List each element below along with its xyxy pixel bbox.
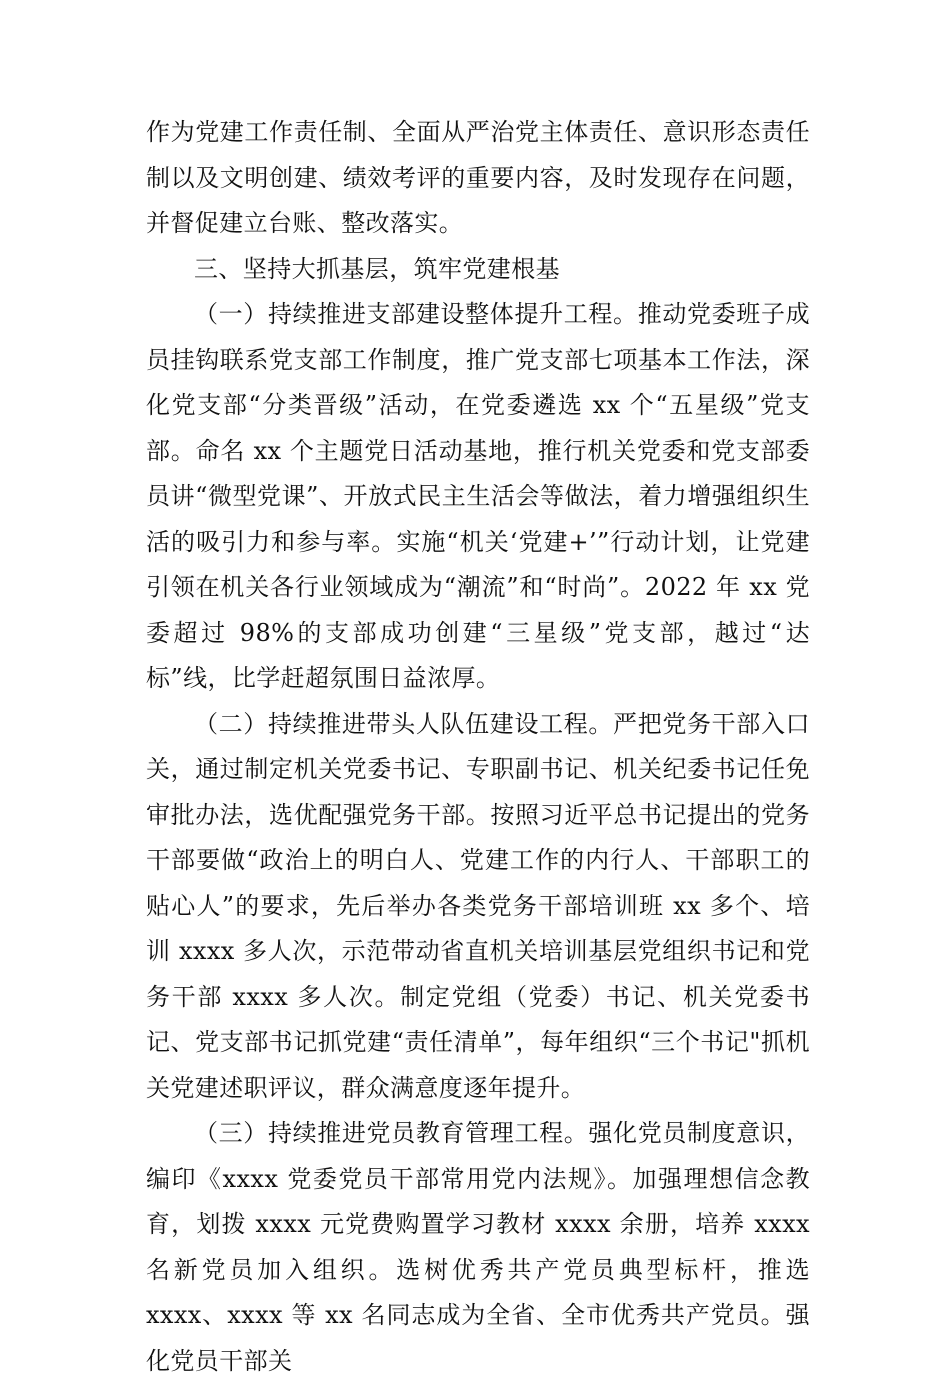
paragraph-subsection-1: （一）持续推进支部建设整体提升工程。推动党委班子成员挂钩联系党支部工作制度，推广党支部七项基本工作法，深化党支部“分类晋级”活动，在党委遴选 xx 个“五星级”党支部。命名 xx 个主题党日活动基地，推行机关党委和党支部委员讲“微型党课”、开放式民主生活会等做法，着力增强组织生活的吸引力和参与率。实施“机关‘党建+’”行动计划，让党建引领在机关各行业领域成为“潮流”和“时尚”。2022 年 xx 党委超过 98%的支部成功创建“三星级”党支部，越过“达标”线，比学赶超氛围日益浓厚。 — [146, 300, 810, 692]
paragraph-subsection-2: （二）持续推进带头人队伍建设工程。严把党务干部入口关，通过制定机关党委书记、专职副书记、机关纪委书记任免审批办法，选优配强党务干部。按照习近平总书记提出的党务干部要做“政治上的明白人、党建工作的内行人、干部职工的贴心人”的要求，先后举办各类党务干部培训班 xx 多个、培训 xxxx 多人次，示范带动省直机关培训基层党组织书记和党务干部 xxxx 多人次。制定党组（党委）书记、机关党委书记、党支部书记抓党建“责任清单”，每年组织“三个书记"抓机关党建述职评议，群众满意度逐年提升。 — [146, 709, 810, 1102]
section-heading: 三、坚持大抓基层，筑牢党建根基 — [194, 254, 560, 283]
document-body — [146, 110, 810, 1384]
paragraph-continuation: 作为党建工作责任制、全面从严治党主体责任、意识形态责任制以及文明创建、绩效考评的重要内容，及时发现存在问题，并督促建立台账、整改落实。 — [146, 118, 810, 237]
paragraph-subsection-3: （三）持续推进党员教育管理工程。强化党员制度意识，编印《xxxx 党委党员干部常用党内法规》。加强理想信念教育，划拨 xxxx 元党费购置学习教材 xxxx 余册，培养 xxxx 名新党员加入组织。选树优秀共产党员典型标杆，推选 xxxx、xxxx 等 xx 名同志成为全省、全市优秀共产党员。强化党员干部关 — [146, 1119, 810, 1375]
